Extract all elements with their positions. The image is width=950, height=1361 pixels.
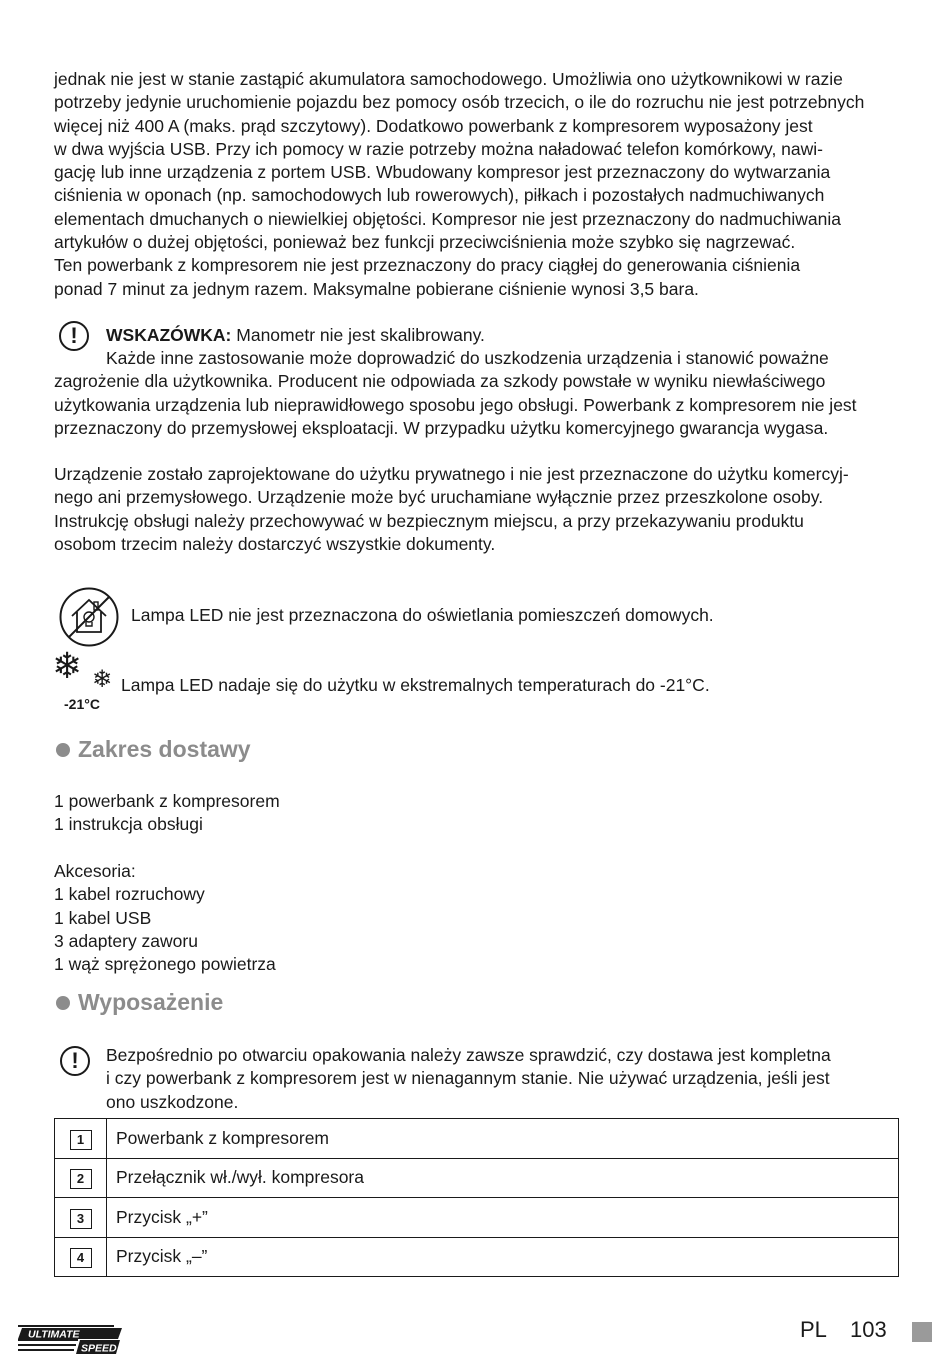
text-line: w dwa wyjścia USB. Przy ich pomocy w razie potrzeby można naładować telefon komórkowy, nawi- [54, 138, 824, 159]
snowflake-small-icon: ❄ [92, 666, 113, 693]
private-use-paragraph [54, 463, 899, 556]
text-line: osobom trzecim należy dostarczyć wszystkie dokumenty. [54, 533, 496, 554]
warning-icon: ! [60, 1046, 90, 1076]
part-label: Przełącznik wł./wył. kompresora [107, 1158, 899, 1198]
section-heading-delivery [56, 738, 251, 761]
accessories-label: Akcesoria: [54, 861, 136, 881]
page-marker [912, 1322, 932, 1342]
language-code: PL [800, 1317, 827, 1342]
parts-table [54, 1118, 899, 1277]
table-row [55, 1198, 899, 1238]
part-label: Powerbank z kompresorem [107, 1119, 899, 1159]
brand-logo [18, 1323, 126, 1357]
accessories-list [54, 860, 899, 976]
table-row [55, 1237, 899, 1277]
section-heading-equipment [56, 991, 223, 1014]
delivery-list [54, 790, 899, 837]
list-item: 1 powerbank z kompresorem [54, 791, 280, 811]
text-line: użytkowania urządzenia lub nieprawidłowego sposobu jego obsługi. Powerbank z kompresorem nie jest [54, 394, 857, 415]
list-item: 1 kabel USB [54, 907, 152, 928]
text-line: Bezpośrednio po otwarciu opakowania należy zawsze sprawdzić, czy dostawa jest kompletna [106, 1045, 831, 1065]
part-label: Przycisk „–” [107, 1237, 899, 1277]
low-temperature-icon [52, 645, 122, 714]
logo-text-bottom: SPEED [81, 1342, 117, 1355]
logo-text-top: ULTIMATE [28, 1328, 80, 1341]
text-line: jednak nie jest w stanie zastąpić akumulatora samochodowego. Umożliwia ono użytkownikowi w razie [54, 69, 843, 89]
note-text: Manometr nie jest skalibrowany. [231, 325, 485, 345]
text-line: ciśnienia w oponach (np. samochodowych lub rowerowych), piłkach i pozostałych nadmuchiwanych [54, 185, 825, 206]
text-line: Ten powerbank z kompresorem nie jest przeznaczony do pracy ciągłej do generowania ciśnienia [54, 255, 801, 276]
text-line: i czy powerbank z kompresorem jest w nienagannym stanie. Nie używać urządzenia, jeśli jest [106, 1068, 830, 1089]
intro-paragraph [54, 68, 899, 301]
list-item: 3 adaptery zaworu [54, 930, 198, 951]
bullet-icon [56, 743, 70, 757]
part-number: 4 [70, 1248, 92, 1268]
text-line: Urządzenie zostało zaprojektowane do użytku prywatnego i nie jest przeznaczone do użytku komercyj- [54, 464, 849, 484]
part-number: 3 [70, 1209, 92, 1229]
list-item: 1 wąż sprężonego powietrza [54, 954, 276, 975]
note-paragraph [54, 347, 899, 440]
part-number: 2 [70, 1169, 92, 1189]
text-line: Każde inne zastosowanie może doprowadzić do uszkodzenia urządzenia i stanowić poważne [106, 348, 829, 368]
text-line: elementach dmuchanych o niewielkiej objętości. Kompresor nie jest przeznaczony do nadmuchiwania [54, 208, 841, 229]
note-first-line [106, 324, 896, 347]
text-line: nego ani przemysłowego. Urządzenie może być uruchamiane wyłącznie przez przeszkolone osoby. [54, 487, 824, 508]
bullet-icon [56, 996, 70, 1010]
text-line: ponad 7 minut za jednym razem. Maksymalne pobierane ciśnienie wynosi 3,5 bara. [54, 278, 699, 299]
text-line: zagrożenie dla użytkownika. Producent nie odpowiada za szkody powstałe w wyniku niewłaściwego [54, 371, 826, 392]
text-line: potrzeby jedynie uruchomienie pojazdu bez pomocy osób trzecich, o ile do rozruchu nie jest potrzebnych [54, 92, 865, 113]
page-number: 103 [850, 1317, 887, 1342]
temperature-icon-label: -21°C [64, 696, 100, 712]
table-row [55, 1158, 899, 1198]
heading-text: Zakres dostawy [78, 736, 251, 762]
text-line: ono uszkodzone. [106, 1091, 239, 1112]
no-household-use-icon [58, 586, 120, 648]
text-line: gację lub inne urządzenia z portem USB. Wbudowany kompresor jest przeznaczony do wytwarzania [54, 162, 831, 183]
list-item: 1 instrukcja obsługi [54, 814, 203, 835]
text-line: przeznaczony do przemysłowej eksploatacji. W przypadku użytku komercyjnego gwarancja wygasa. [54, 417, 829, 438]
note-label: WSKAZÓWKA: [106, 325, 232, 345]
part-number: 1 [70, 1130, 92, 1150]
text-line: więcej niż 400 A (maks. prąd szczytowy). Dodatkowo powerbank z kompresorem wyposażony jest [54, 115, 813, 136]
equipment-warning [106, 1044, 896, 1114]
part-label: Przycisk „+” [107, 1198, 899, 1238]
led-household-text: Lampa LED nie jest przeznaczona do oświetlania pomieszczeń domowych. [131, 605, 714, 625]
snowflake-icon: ❄ [52, 645, 83, 686]
led-temperature-text: Lampa LED nadaje się do użytku w ekstremalnych temperaturach do -21°C. [121, 675, 710, 695]
table-row [55, 1119, 899, 1159]
text-line: artykułów o dużej objętości, ponieważ bez funkcji przeciwciśnienia może szybko się nagrzewać. [54, 232, 796, 253]
warning-icon: ! [59, 321, 89, 351]
list-item: 1 kabel rozruchowy [54, 884, 205, 905]
heading-text: Wyposażenie [78, 989, 224, 1015]
text-line: Instrukcję obsługi należy przechowywać w bezpiecznym miejscu, a przy przekazywaniu produktu [54, 510, 804, 531]
